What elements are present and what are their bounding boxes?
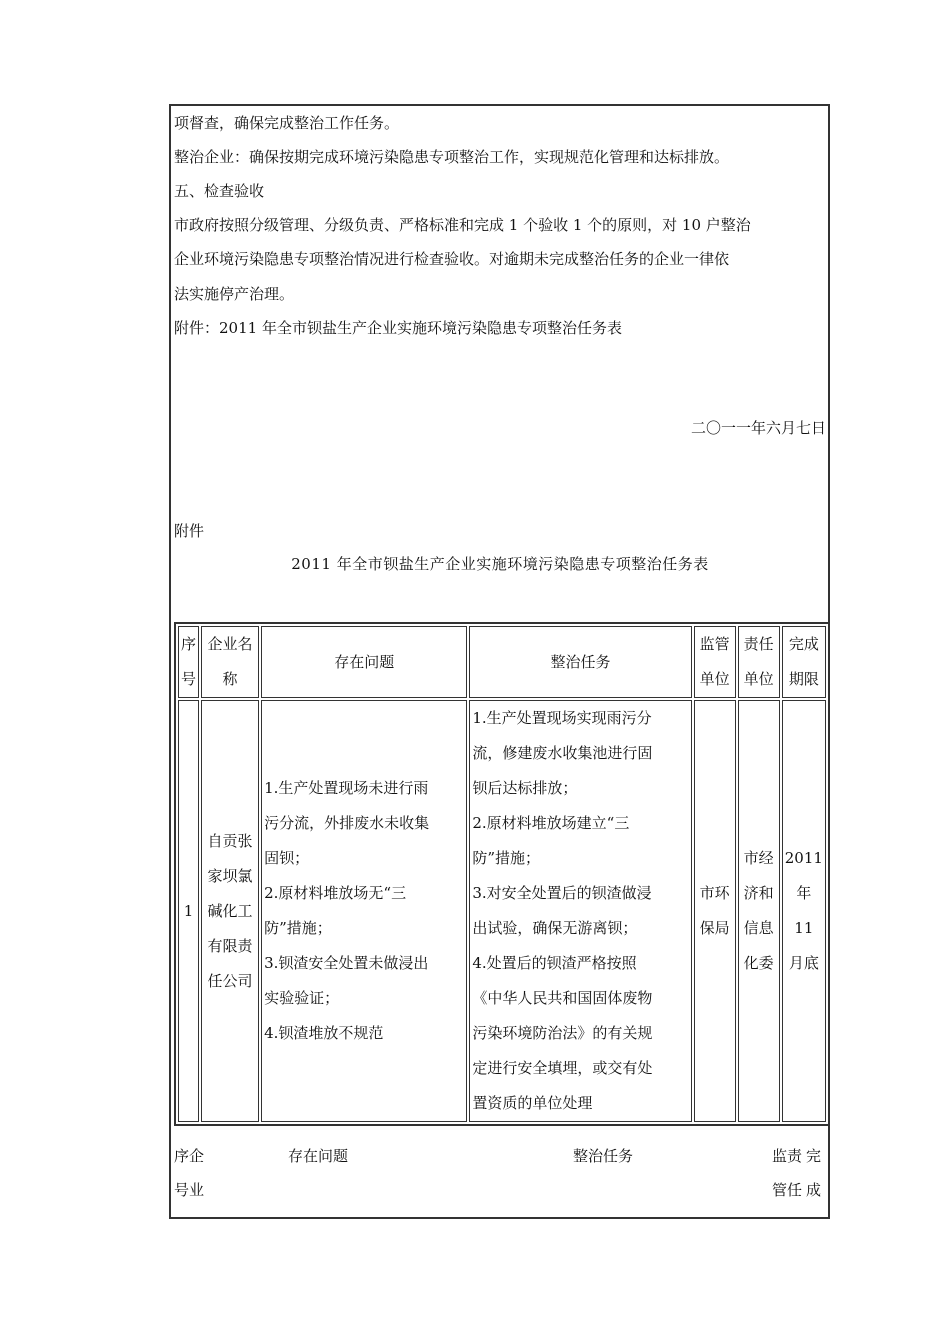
- attachment-reference: 附件：2011 年全市钡盐生产企业实施环境污染隐患专项整治任务表: [174, 319, 622, 337]
- bottom-header-deadline: 完 成: [806, 1147, 822, 1199]
- cell-seq: 1: [178, 700, 199, 1122]
- section-heading: 五、检查验收: [174, 182, 265, 200]
- cell-problems: 1.生产处置现场未进行雨 污分流，外排废水未收集 固钡； 2.原材料堆放场无“三 防”措施； 3.钡渣安全处置未做浸出 实验验证； 4.钡渣堆放不规范: [261, 700, 467, 1122]
- document-date: 二〇一一年六月七日: [690, 419, 826, 437]
- attachment-title: 2011 年全市钡盐生产企业实施环境污染隐患专项整治任务表: [291, 555, 709, 573]
- header-company: 企业名 称: [201, 626, 259, 698]
- table-header-row: [178, 626, 826, 698]
- cell-responsible: 市经 济和 信息 化委: [738, 700, 780, 1122]
- bottom-header-tasks: 整治任务: [573, 1147, 634, 1165]
- attachment-label: 附件: [174, 522, 205, 540]
- header-supervisor: 监管 单位: [694, 626, 736, 698]
- cell-company: 自贡张 家坝氯 碱化工 有限责 任公司: [201, 700, 259, 1122]
- task-table: [174, 622, 830, 1126]
- bottom-header-supervisor-responsible: 监责 管任: [772, 1147, 803, 1199]
- header-seq: 序 号: [178, 626, 199, 698]
- text-line: 市政府按照分级管理、分级负责、严格标准和完成 1 个验收 1 个的原则，对 10 户整治: [174, 216, 751, 234]
- text-line: 整治企业：确保按期完成环境污染隐患专项整治工作，实现规范化管理和达标排放。: [174, 148, 730, 166]
- cell-tasks: 1.生产处置现场实现雨污分 流，修建废水收集池进行固 钡后达标排放； 2.原材料堆放场建立“三 防”措施； 3.对安全处置后的钡渣做浸 出试验，确保无游离钡； 4.处置后的钡渣严格按照 《中华人民共和国固体废物 污染环境防治法》的有关规 定进行安全填埋，或交有处 置资质的单位处理: [469, 700, 691, 1122]
- header-tasks: 整治任务: [469, 626, 691, 698]
- bottom-header-problems: 存在问题: [288, 1147, 349, 1165]
- header-problems: 存在问题: [261, 626, 467, 698]
- bottom-header-seq-company: 序企 号业: [174, 1147, 205, 1199]
- header-responsible: 责任 单位: [738, 626, 780, 698]
- table-row: [178, 700, 826, 1122]
- text-line: 项督查，确保完成整治工作任务。: [174, 114, 400, 132]
- header-deadline: 完成 期限: [782, 626, 826, 698]
- cell-deadline: 2011 年 11 月底: [782, 700, 826, 1122]
- text-line: 企业环境污染隐患专项整治情况进行检查验收。对逾期未完成整治任务的企业一律依: [174, 250, 730, 268]
- cell-supervisor: 市环 保局: [694, 700, 736, 1122]
- text-line: 法实施停产治理。: [174, 285, 295, 303]
